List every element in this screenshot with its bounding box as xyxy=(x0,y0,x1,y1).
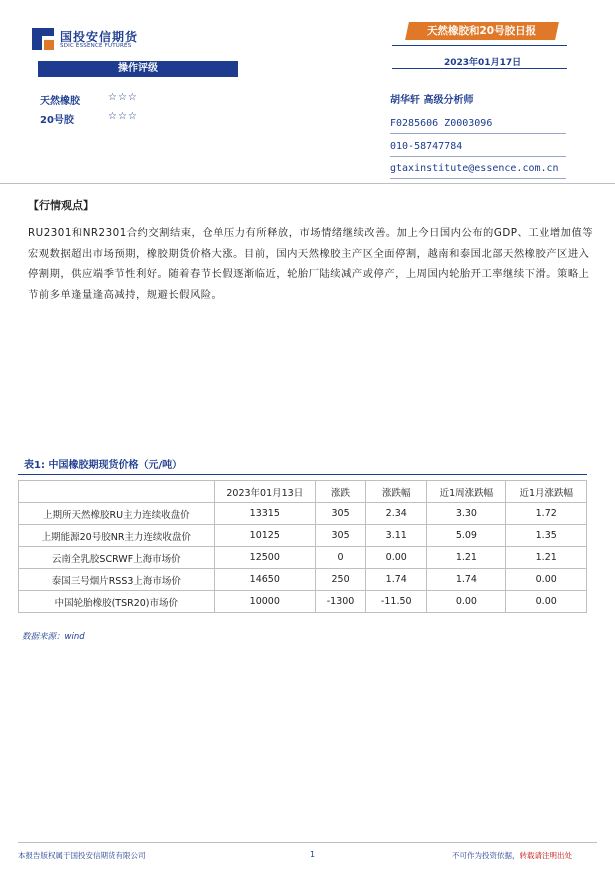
table-row xyxy=(19,591,587,613)
table-cell: 3.11 xyxy=(366,525,427,547)
rating-heading: 操作评级 xyxy=(38,61,238,77)
disclaimer-text: 不可作为投资依据， xyxy=(452,851,520,860)
table-header-cell: 涨跌幅 xyxy=(366,481,427,503)
table-cell: 0.00 xyxy=(506,569,587,591)
rating-label: 20号胶 xyxy=(40,115,74,126)
table-row xyxy=(19,525,587,547)
table-caption xyxy=(24,456,182,471)
logo-name-cn: 国投安信期货 xyxy=(60,30,139,44)
table-header-cell: 近1周涨跌幅 xyxy=(427,481,506,503)
table-row xyxy=(19,503,587,525)
table-label: 表1: xyxy=(24,460,45,471)
table-cell: 3.30 xyxy=(427,503,506,525)
data-source: 数据来源：wind xyxy=(22,632,85,642)
table-cell: 1.74 xyxy=(427,569,506,591)
table-cell: 上期能源20号胶NR主力连续收盘价 xyxy=(19,525,215,547)
table-row xyxy=(19,547,587,569)
report-title-text: 天然橡胶和20号胶日报 xyxy=(427,25,537,37)
table-cell: 10125 xyxy=(214,525,315,547)
analyst-license: F0285606 Z0003096 xyxy=(390,118,493,129)
footer-divider xyxy=(18,842,597,843)
table-cell: -1300 xyxy=(316,591,366,613)
header-divider xyxy=(392,45,567,46)
table-cell: 10000 xyxy=(214,591,315,613)
contact-divider xyxy=(390,133,566,134)
logo-icon xyxy=(32,28,54,50)
table-header-cell: 涨跌 xyxy=(316,481,366,503)
date-divider xyxy=(392,68,567,69)
analyst-phone: 010-58747784 xyxy=(390,141,463,152)
table-cell: 1.21 xyxy=(427,547,506,569)
table-cell: 1.72 xyxy=(506,503,587,525)
viewpoint-text: RU2301和NR2301合约交割结束，仓单压力有所释放，市场情绪继续改善。加上今日国内公布的GDP、工业增加值等宏观数据超出市场预期，橡胶期货价格大涨。目前，国内天然橡胶主产区全面停割，越南和泰国北部天然橡胶产区进入停割期，供应端季节性利好。随着春节长假逐渐临近，轮胎厂陆续减产或停产，上周国内轮胎开工率继续下滑。策略上节前多单逢量逢高减持，规避长假风险。 xyxy=(28,227,594,301)
table-cell: 云南全乳胶SCRWF上海市场价 xyxy=(19,547,215,569)
contact-divider xyxy=(390,178,566,179)
table-cell: 305 xyxy=(316,503,366,525)
price-table xyxy=(18,480,587,613)
table-cell: 13315 xyxy=(214,503,315,525)
company-logo xyxy=(32,26,152,56)
rating-label: 天然橡胶 xyxy=(40,96,80,107)
table-cell: -11.50 xyxy=(366,591,427,613)
table-header-row xyxy=(19,481,587,503)
table-cell: 0.00 xyxy=(427,591,506,613)
page-number: 1 xyxy=(310,850,316,859)
table-cell: 2.34 xyxy=(366,503,427,525)
table-header-cell: 近1月涨跌幅 xyxy=(506,481,587,503)
report-title xyxy=(405,22,559,40)
table-cell: 250 xyxy=(316,569,366,591)
rating-stars: ☆☆☆ xyxy=(108,92,138,103)
analyst-email[interactable]: gtaxinstitute@essence.com.cn xyxy=(390,163,559,174)
table-cell: 1.21 xyxy=(506,547,587,569)
table-cell: 0.00 xyxy=(366,547,427,569)
contact-divider xyxy=(390,156,566,157)
report-date: 2023年01月17日 xyxy=(444,58,522,68)
table-row xyxy=(19,569,587,591)
table-cell: 中国轮胎橡胶(TSR20)市场价 xyxy=(19,591,215,613)
table-cell: 泰国三号烟片RSS3上海市场价 xyxy=(19,569,215,591)
table-cell: 上期所天然橡胶RU主力连续收盘价 xyxy=(19,503,215,525)
viewpoint-heading: 【行情观点】 xyxy=(28,199,94,212)
rating-row-natural-rubber xyxy=(40,92,138,107)
footer-copyright: 本报告版权属于国投安信期货有限公司 xyxy=(18,851,146,860)
table-cell: 0.00 xyxy=(506,591,587,613)
section-divider xyxy=(0,183,615,184)
table-cell: 5.09 xyxy=(427,525,506,547)
rating-stars: ☆☆☆ xyxy=(108,111,138,122)
table-title: 中国橡胶期现货价格（元/吨） xyxy=(48,460,183,471)
analyst-name: 胡华轩 高级分析师 xyxy=(390,95,474,106)
table-cell: 12500 xyxy=(214,547,315,569)
table-cell: 14650 xyxy=(214,569,315,591)
table-header-cell xyxy=(19,481,215,503)
logo-name-en: SDIC ESSENCE FUTURES xyxy=(60,43,132,49)
table-header-cell: 2023年01月13日 xyxy=(214,481,315,503)
table-cell: 1.35 xyxy=(506,525,587,547)
rating-row-nr20 xyxy=(40,111,138,126)
disclaimer-warning: 转载请注明出处 xyxy=(519,851,572,860)
table-cell: 1.74 xyxy=(366,569,427,591)
footer-disclaimer xyxy=(452,850,572,861)
table-cell: 305 xyxy=(316,525,366,547)
table-top-rule xyxy=(18,474,587,475)
table-cell: 0 xyxy=(316,547,366,569)
